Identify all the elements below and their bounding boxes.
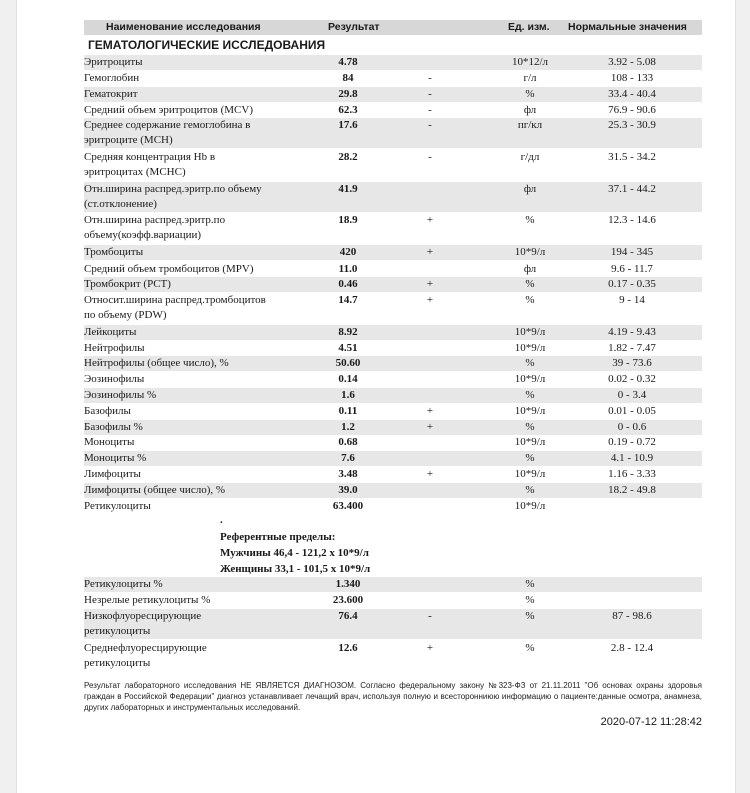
normal-range: 25.3 - 30.9	[608, 119, 656, 131]
test-value: 11.0	[338, 263, 358, 275]
reference-title: Референтные пределы:	[220, 531, 336, 543]
test-name-line: Отн.ширина распред.эритр.по объему	[84, 183, 262, 195]
table-header	[84, 20, 702, 35]
deviation-flag: -	[428, 88, 432, 100]
test-name-line: Эозинофилы	[84, 373, 145, 385]
test-unit: г/л	[523, 72, 537, 84]
test-value: 84	[342, 72, 354, 84]
table-row	[84, 150, 702, 180]
test-name-line: Лимфоциты (общее число), %	[84, 484, 226, 496]
test-value: 50.60	[335, 357, 361, 369]
header-result: Результат	[328, 21, 380, 33]
test-value: 76.4	[338, 610, 358, 622]
table-row	[84, 356, 702, 371]
test-name-line: (ст.отклонение)	[84, 197, 157, 210]
table-row	[84, 87, 702, 102]
deviation-flag: +	[426, 246, 434, 258]
test-name-line: Лимфоциты	[84, 468, 141, 480]
deviation-flag: +	[426, 278, 434, 290]
deviation-flag: +	[426, 642, 434, 654]
normal-range: 9 - 14	[619, 294, 645, 306]
test-unit: 10*9/л	[514, 342, 546, 354]
test-name-line: Относит.ширина распред.тромбоцитов	[84, 294, 266, 306]
test-name-line: Гемоглобин	[84, 72, 140, 84]
header-norm: Нормальные значения	[568, 21, 687, 33]
test-name-line: Отн.ширина распред.эритр.по	[84, 214, 226, 226]
test-value: 0.11	[338, 405, 358, 417]
test-unit: %	[525, 294, 535, 306]
header-name: Наименование исследования	[106, 21, 261, 33]
deviation-flag: +	[426, 468, 434, 480]
table-row	[84, 71, 702, 86]
test-value: 3.48	[338, 468, 358, 480]
deviation-flag: -	[428, 104, 432, 116]
test-unit: фл	[523, 183, 537, 195]
test-unit: 10*9/л	[514, 500, 546, 512]
test-name	[84, 87, 138, 102]
test-name	[84, 182, 262, 211]
test-name-line: по объему (PDW)	[84, 308, 167, 321]
test-unit: фл	[523, 104, 537, 116]
normal-range: 1.82 - 7.47	[608, 342, 656, 354]
test-name	[84, 293, 266, 322]
test-value: 8.92	[338, 326, 358, 338]
test-name-line: Средний объем тромбоцитов (MPV)	[84, 263, 254, 275]
test-unit: %	[525, 278, 535, 290]
table-row	[84, 213, 702, 243]
test-name	[84, 451, 146, 466]
test-value: 14.7	[338, 294, 358, 306]
test-name-line: Средний объем эритроцитов (MCV)	[84, 104, 254, 116]
test-name-line: Тромбоциты	[84, 246, 144, 258]
test-name-line: объему(коэфф.вариации)	[84, 228, 202, 241]
test-name	[84, 404, 131, 419]
test-name-line: Нейтрофилы	[84, 342, 145, 354]
test-name	[84, 341, 145, 356]
reference-men: Мужчины 46,4 - 121,2 х 10*9/л	[220, 547, 369, 559]
table-row	[84, 451, 702, 466]
table-row	[84, 435, 702, 450]
test-name-line: ретикулоциты	[84, 624, 151, 637]
normal-range: 18.2 - 49.8	[608, 484, 656, 496]
table-row	[84, 609, 702, 639]
test-name-line: ретикулоциты	[84, 656, 151, 669]
test-value: 0.46	[338, 278, 358, 290]
test-name-line: Среднее содержание гемоглобина в	[84, 119, 251, 131]
test-unit: 10*9/л	[514, 373, 546, 385]
test-unit: %	[525, 452, 535, 464]
test-unit: %	[525, 357, 535, 369]
test-value: 28.2	[338, 151, 358, 163]
deviation-flag: -	[428, 610, 432, 622]
normal-range: 4.19 - 9.43	[608, 326, 656, 338]
table-row	[84, 372, 702, 387]
deviation-flag: -	[428, 72, 432, 84]
table-row	[84, 641, 702, 671]
test-unit: %	[525, 421, 535, 433]
table-row	[84, 341, 702, 356]
test-unit: фл	[523, 263, 537, 275]
test-value: 1.6	[341, 389, 355, 401]
table-row	[84, 388, 702, 403]
test-name-line: Среднефлуоресцирующие	[84, 642, 207, 654]
test-name-line: Ретикулоциты	[84, 500, 151, 512]
test-value: 18.9	[338, 214, 358, 226]
table-row	[84, 420, 702, 435]
test-name	[84, 499, 151, 514]
section-title: ГЕМАТОЛОГИЧЕСКИЕ ИССЛЕДОВАНИЯ	[88, 38, 326, 52]
test-value: 0.14	[338, 373, 358, 385]
normal-range: 76.9 - 90.6	[608, 104, 656, 116]
table-row	[84, 483, 702, 498]
test-unit: %	[525, 594, 535, 606]
test-value: 39.0	[338, 484, 358, 496]
table-row	[84, 262, 702, 277]
test-unit: 10*9/л	[514, 246, 546, 258]
test-name	[84, 325, 136, 340]
normal-range: 108 - 133	[610, 72, 654, 84]
test-name	[84, 372, 144, 387]
test-unit: 10*9/л	[514, 468, 546, 480]
test-unit: 10*9/л	[514, 436, 546, 448]
normal-range: 0 - 3.4	[617, 389, 647, 401]
test-value: 17.6	[338, 119, 358, 131]
normal-range: 0.01 - 0.05	[608, 405, 656, 417]
deviation-flag: -	[428, 151, 432, 163]
normal-range: 0.17 - 0.35	[608, 278, 656, 290]
test-value: 12.6	[338, 642, 358, 654]
test-name-line: Нейтрофилы (общее число), %	[84, 357, 229, 369]
test-name-line: Ретикулоциты %	[84, 578, 163, 590]
table-row	[84, 103, 702, 118]
test-name	[84, 641, 207, 670]
normal-range: 2.8 - 12.4	[610, 642, 654, 654]
test-unit: пг/кл	[517, 119, 543, 131]
test-name-line: Эритроциты	[84, 56, 143, 68]
test-name-line: Эозинофилы %	[84, 389, 157, 401]
test-name-line: эритроцитах (MCHC)	[84, 165, 186, 178]
test-unit: г/дл	[520, 151, 540, 163]
test-unit: %	[525, 484, 535, 496]
normal-range: 3.92 - 5.08	[608, 56, 656, 68]
disclaimer: Результат лабораторного исследования НЕ ЯВЛЯЕТСЯ ДИАГНОЗОМ. Согласно федеральному закону №323-ФЗ от 21.11.2011 "Об основах охраны здоровья граждан в Российской Федерации" диагноз устанавливает лечащий врач, используя полную и всесторонниюю информацию о пациенте:данные осмотра, анамнеза, других лабораторных и инструментальных исследований.	[84, 681, 702, 712]
test-name	[84, 262, 254, 277]
deviation-flag: +	[426, 214, 434, 226]
table-row	[84, 499, 702, 514]
test-name	[84, 103, 253, 118]
test-value: 7.6	[341, 452, 355, 464]
test-value: 4.78	[338, 56, 358, 68]
deviation-flag: +	[426, 421, 434, 433]
table-row	[84, 55, 702, 70]
test-name	[84, 356, 229, 371]
normal-range: 12.3 - 14.6	[608, 214, 656, 226]
test-value: 62.3	[338, 104, 358, 116]
normal-range: 87 - 98.6	[612, 610, 652, 622]
test-name	[84, 245, 143, 260]
test-name-line: Базофилы	[84, 405, 131, 417]
test-name	[84, 118, 250, 147]
deviation-flag: -	[428, 119, 432, 131]
test-name-line: эритроците (MCH)	[84, 133, 173, 146]
test-name	[84, 593, 210, 608]
table-row	[84, 467, 702, 482]
table-row	[84, 277, 702, 292]
test-unit: 10*9/л	[514, 326, 546, 338]
test-name	[84, 388, 156, 403]
test-value: 63.400	[332, 500, 364, 512]
timestamp: 2020-07-12 11:28:42	[600, 716, 702, 728]
test-unit: %	[525, 642, 535, 654]
test-value: 23.600	[332, 594, 364, 606]
test-name	[84, 609, 201, 638]
test-name	[84, 467, 141, 482]
table-row	[84, 593, 702, 608]
test-unit: %	[525, 610, 535, 622]
reference-dot: .	[220, 514, 223, 526]
test-name	[84, 420, 143, 435]
deviation-flag: +	[426, 294, 434, 306]
test-unit: 10*12/л	[511, 56, 549, 68]
test-name	[84, 55, 143, 70]
test-name-line: Базофилы %	[84, 421, 143, 433]
test-name	[84, 577, 163, 592]
table-row	[84, 118, 702, 148]
test-name-line: Гематокрит	[84, 88, 138, 100]
normal-range: 31.5 - 34.2	[608, 151, 656, 163]
test-name-line: Незрелые ретикулоциты %	[84, 594, 211, 606]
table-row	[84, 182, 702, 212]
normal-range: 1.16 - 3.33	[608, 468, 656, 480]
test-unit: %	[525, 578, 535, 590]
normal-range: 0.02 - 0.32	[608, 373, 656, 385]
test-unit: %	[525, 214, 535, 226]
table-row	[84, 325, 702, 340]
test-name	[84, 150, 215, 179]
test-name-line: Низкофлуоресцирующие	[84, 610, 202, 622]
normal-range: 33.4 - 40.4	[608, 88, 656, 100]
test-name-line: Средняя концентрация Hb в	[84, 151, 216, 163]
table-row	[84, 245, 702, 260]
test-value: 4.51	[338, 342, 358, 354]
test-name-line: Лейкоциты	[84, 326, 137, 338]
test-name	[84, 483, 225, 498]
normal-range: 194 - 345	[610, 246, 654, 258]
table-row	[84, 404, 702, 419]
normal-range: 0 - 0.6	[617, 421, 647, 433]
test-value: 0.68	[338, 436, 358, 448]
test-value: 1.2	[341, 421, 355, 433]
normal-range: 4.1 - 10.9	[610, 452, 654, 464]
normal-range: 37.1 - 44.2	[608, 183, 656, 195]
table-row	[84, 293, 702, 323]
test-value: 420	[339, 246, 357, 258]
test-name	[84, 277, 171, 292]
table-row	[84, 577, 702, 592]
test-name-line: Моноциты	[84, 436, 135, 448]
deviation-flag: +	[426, 405, 434, 417]
test-unit: 10*9/л	[514, 405, 546, 417]
normal-range: 0.19 - 0.72	[608, 436, 656, 448]
test-name	[84, 71, 139, 86]
test-name-line: Моноциты %	[84, 452, 147, 464]
test-name	[84, 435, 134, 450]
header-unit: Ед. изм.	[508, 21, 550, 33]
normal-range: 9.6 - 11.7	[611, 263, 653, 275]
test-value: 29.8	[338, 88, 358, 100]
test-name	[84, 213, 225, 242]
test-name-line: Тромбокрит (PCT)	[84, 278, 171, 290]
test-value: 1.340	[335, 578, 361, 590]
normal-range: 39 - 73.6	[612, 357, 652, 369]
test-value: 41.9	[338, 183, 358, 195]
reference-women: Женщины 33,1 - 101,5 х 10*9/л	[220, 563, 371, 575]
test-unit: %	[525, 88, 535, 100]
test-unit: %	[525, 389, 535, 401]
